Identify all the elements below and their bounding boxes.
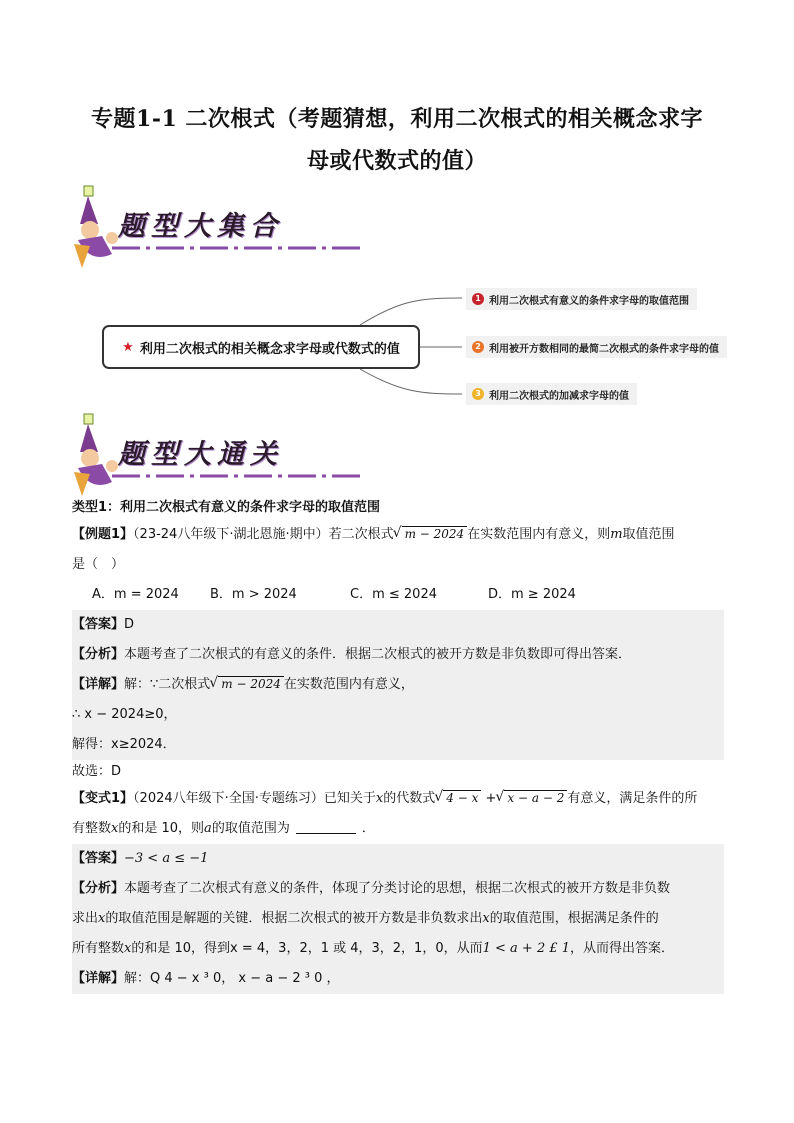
example-1-question-cont: 是（ ）	[72, 557, 125, 572]
variant-1-analysis-1	[72, 874, 724, 904]
analysis-text: x = 4，3，2，1 或 4，3，2，1，0，从而	[230, 941, 483, 956]
analysis-text: 的取值范围是解题的关键．根据二次根式的被开方数是非负数求出	[105, 911, 483, 926]
variable-x: x	[124, 941, 132, 956]
page-title	[60, 98, 734, 182]
analysis-text: ，从而得出答案．	[570, 941, 675, 956]
detail-tag: 【详解】	[72, 677, 125, 692]
star-icon: ★	[122, 339, 134, 355]
analysis-tag: 【分析】	[72, 881, 125, 896]
analysis-text: 所有整数	[72, 941, 125, 956]
variable-x: x	[98, 911, 106, 926]
detail-text: 解：∵二次根式	[124, 677, 211, 692]
banner-underline	[112, 472, 362, 480]
sqrt-expression: √ m − 2024	[218, 676, 284, 692]
variant-text: （2024八年级下·全国·专题练习）已知关于	[133, 791, 376, 806]
variable-x: x	[375, 791, 384, 806]
analysis-text: 的取值范围，根据满足条件的	[489, 911, 659, 926]
detail-tag: 【详解】	[72, 971, 125, 986]
variant-text: 有意义，满足条件的所	[567, 791, 698, 806]
variant-text: 的和是 10，则	[118, 821, 205, 836]
example-1-answer	[72, 610, 724, 640]
branch-label: 利用二次根式有意义的条件求字母的取值范围	[489, 295, 689, 307]
section-banner-collection	[72, 184, 302, 270]
example-1-detail-step-3: 解得：x≥2024．	[72, 730, 724, 760]
example-1-detail	[72, 670, 724, 700]
number-3-icon: 3	[472, 388, 484, 400]
variant-1-detail	[72, 964, 724, 994]
sqrt-expression: √ 4 − x	[443, 790, 481, 806]
answer-tag: 【答案】	[72, 617, 125, 632]
mindmap-branch-3	[466, 383, 637, 405]
variant-text: 的代数式	[383, 791, 436, 806]
variable-x: x	[482, 911, 490, 926]
example-text: 取值范围	[622, 527, 675, 542]
answer-value: −3 < a ≤ −1	[124, 851, 209, 866]
analysis-text: 的和是 10，得到	[131, 941, 231, 956]
variant-1-question	[72, 784, 724, 814]
banner-title: 题型大通关	[118, 439, 283, 470]
branch-label: 利用被开方数相同的最简二次根式的条件求字母的值	[489, 343, 719, 355]
analysis-tag: 【分析】	[72, 647, 125, 662]
number-2-icon: 2	[472, 341, 484, 353]
example-1-detail-step-2: ∴ x − 2024≥0，	[72, 700, 724, 730]
variant-1-analysis-3	[72, 934, 724, 964]
variant-1-analysis-2	[72, 904, 724, 934]
title-line-1: 专题1-1 二次根式（考题猜想，利用二次根式的相关概念求字	[91, 106, 703, 132]
answer-blank	[296, 819, 356, 834]
option-a: A．m = 2024	[92, 587, 179, 602]
title-line-2: 母或代数式的值）	[306, 148, 487, 174]
mindmap-main-topic	[102, 325, 420, 369]
inequality-expression: 1 < a + 2 £ 1	[482, 941, 571, 956]
variable-m: m	[610, 527, 623, 542]
type-heading: 类型1：利用二次根式有意义的条件求字母的取值范围	[72, 500, 381, 515]
detail-text: 在实数范围内有意义，	[283, 677, 414, 692]
mindmap-branch-1	[466, 288, 697, 310]
analysis-text: 本题考查了二次根式的有意义的条件．根据二次根式的被开方数是非负数即可得出答案．	[124, 647, 632, 662]
option-c: C．m ≤ 2024	[350, 587, 437, 602]
example-tag: 【例题1】	[72, 527, 134, 542]
mindmap-main-label: 利用二次根式的相关概念求字母或代数式的值	[139, 341, 400, 357]
variant-text: ．	[361, 821, 375, 836]
variant-1-answer	[72, 844, 724, 874]
sqrt-expression: √ x − a − 2	[504, 790, 567, 806]
branch-label: 利用二次根式的加减求字母的值	[489, 390, 629, 402]
problem-content	[72, 496, 724, 994]
variant-tag: 【变式1】	[72, 791, 134, 806]
banner-title: 题型大集合	[118, 211, 283, 242]
answer-tag: 【答案】	[72, 851, 125, 866]
variable-x: x	[111, 821, 119, 836]
example-1-choice: 故选：D	[72, 764, 122, 779]
analysis-text: 求出	[72, 911, 99, 926]
banner-underline	[112, 244, 362, 252]
section-banner-practice	[72, 412, 302, 498]
option-d: D．m ≥ 2024	[488, 587, 576, 602]
number-1-icon: 1	[472, 293, 484, 305]
variant-text: 的取值范围为	[211, 821, 290, 836]
example-text: 在实数范围内有意义，则	[467, 527, 611, 542]
variable-a: a	[204, 821, 212, 836]
variant-1-question-cont	[72, 814, 724, 844]
example-1-options	[72, 580, 724, 610]
plus-sign: +	[485, 791, 497, 806]
option-b: B．m > 2024	[210, 587, 297, 602]
example-source: （23-24八年级下·湖北恩施·期中）若二次根式	[133, 527, 394, 542]
answer-value: D	[124, 617, 135, 632]
detail-text: 解：Q 4 − x ³ 0， x − a − 2 ³ 0 ，	[124, 971, 340, 986]
example-1-question	[72, 520, 724, 550]
variant-text: 有整数	[72, 821, 112, 836]
example-1-analysis	[72, 640, 724, 670]
analysis-text: 本题考查了二次根式有意义的条件，体现了分类讨论的思想，根据二次根式的被开方数是非负数	[124, 881, 671, 896]
sqrt-expression: √ m − 2024	[402, 526, 468, 542]
mindmap-branch-2	[466, 336, 727, 358]
